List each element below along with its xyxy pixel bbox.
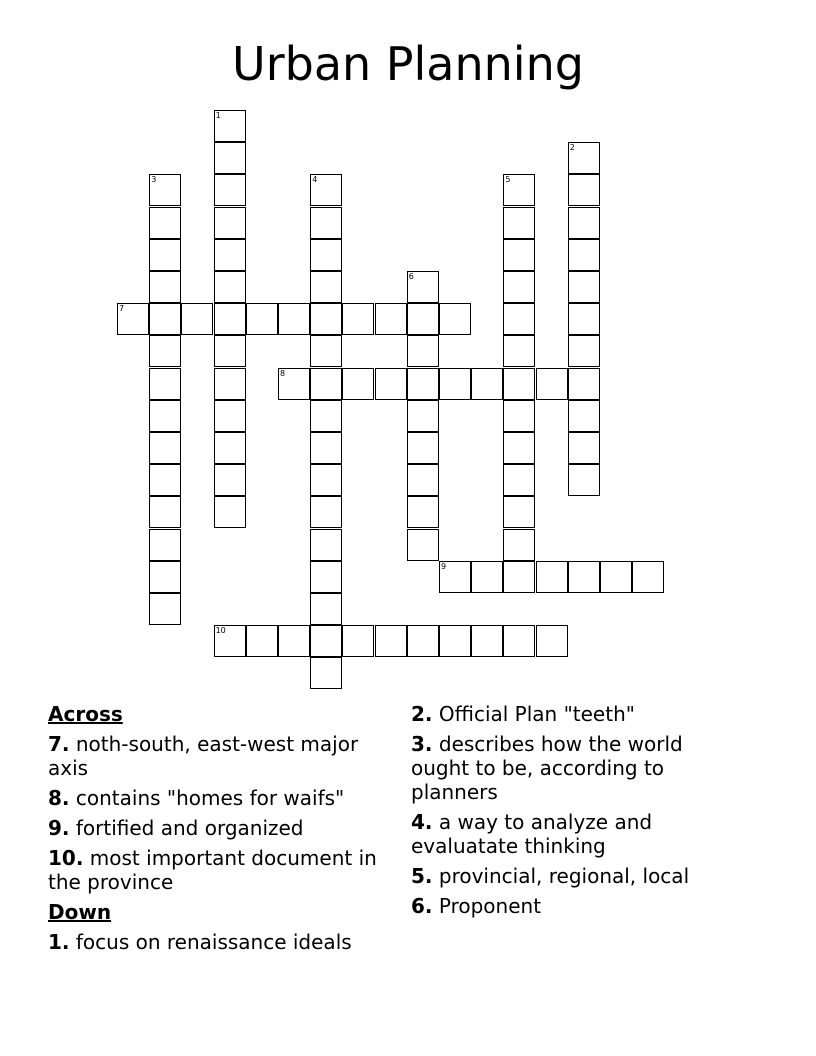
grid-cell[interactable] xyxy=(503,303,535,335)
cell-number: 5 xyxy=(505,175,511,185)
clue-down-1 xyxy=(48,930,388,954)
grid-cell[interactable] xyxy=(214,271,246,303)
grid-cell[interactable] xyxy=(503,335,535,367)
grid-cell[interactable] xyxy=(503,625,535,657)
grid-cell[interactable] xyxy=(149,368,181,400)
clue-text: noth-south, east-west major axis xyxy=(48,732,359,780)
clue-text: Official Plan "teeth" xyxy=(438,702,635,726)
clue-number: 3. xyxy=(411,732,433,756)
grid-cell[interactable] xyxy=(278,303,310,335)
clue-text: a way to analyze and evaluatate thinking xyxy=(411,810,653,858)
grid-cell[interactable] xyxy=(568,303,600,335)
grid-cell[interactable] xyxy=(278,368,310,400)
clue-across-10 xyxy=(48,846,388,894)
grid-cell[interactable] xyxy=(536,561,568,593)
grid-cell[interactable] xyxy=(503,464,535,496)
grid-cell[interactable] xyxy=(503,400,535,432)
grid-cell[interactable] xyxy=(310,207,342,239)
grid-cell[interactable] xyxy=(503,207,535,239)
grid-cell[interactable] xyxy=(503,368,535,400)
grid-cell[interactable] xyxy=(632,561,664,593)
grid-cell[interactable] xyxy=(342,303,374,335)
grid-cell[interactable] xyxy=(407,271,439,303)
grid-cell[interactable] xyxy=(149,400,181,432)
cell-number: 7 xyxy=(119,304,125,314)
grid-cell[interactable] xyxy=(117,303,149,335)
grid-cell[interactable] xyxy=(342,368,374,400)
grid-cell[interactable] xyxy=(375,625,407,657)
grid-cell[interactable] xyxy=(214,464,246,496)
clue-down-3 xyxy=(411,732,741,804)
clue-down-4 xyxy=(411,810,741,858)
grid-cell[interactable] xyxy=(568,174,600,206)
cell-number: 6 xyxy=(408,272,414,281)
grid-cell[interactable] xyxy=(214,400,246,432)
clues-left-column xyxy=(48,702,388,960)
grid-cell[interactable] xyxy=(310,432,342,464)
clue-text: provincial, regional, local xyxy=(438,864,690,888)
cell-number: 8 xyxy=(280,368,286,378)
grid-cell[interactable] xyxy=(310,303,342,335)
grid-cell[interactable] xyxy=(149,239,181,271)
grid-cell[interactable] xyxy=(149,496,181,528)
clue-text: describes how the world ought to be, according to planners xyxy=(411,732,683,804)
cell-number: 1 xyxy=(215,111,221,120)
grid-cell[interactable] xyxy=(342,625,374,657)
grid-cell[interactable] xyxy=(214,142,246,174)
puzzle-title: Urban Planning xyxy=(232,37,584,91)
grid-cell[interactable] xyxy=(471,368,503,400)
grid-cell[interactable] xyxy=(214,174,246,206)
grid-cell[interactable] xyxy=(149,561,181,593)
grid-cell[interactable] xyxy=(568,368,600,400)
grid-cell[interactable] xyxy=(310,625,342,657)
grid-cell[interactable] xyxy=(407,625,439,657)
grid-cell[interactable] xyxy=(246,625,278,657)
grid-cell[interactable] xyxy=(214,368,246,400)
clue-text: fortified and organized xyxy=(75,816,304,840)
grid-cell[interactable] xyxy=(149,207,181,239)
clue-number: 9. xyxy=(48,816,70,840)
grid-cell[interactable] xyxy=(310,335,342,367)
grid-cell[interactable] xyxy=(439,303,471,335)
grid-cell[interactable] xyxy=(310,174,342,206)
grid-cell[interactable] xyxy=(568,142,600,174)
clues-right-column xyxy=(411,702,741,924)
grid-cell[interactable] xyxy=(214,432,246,464)
grid-cell[interactable] xyxy=(503,496,535,528)
grid-cell[interactable] xyxy=(310,271,342,303)
grid-cell[interactable] xyxy=(568,432,600,464)
grid-cell[interactable] xyxy=(503,239,535,271)
grid-cell[interactable] xyxy=(568,335,600,367)
cell-number: 3 xyxy=(151,175,157,185)
clue-down-5 xyxy=(411,864,741,888)
cell-number: 4 xyxy=(312,175,318,185)
grid-cell[interactable] xyxy=(568,400,600,432)
grid-cell[interactable] xyxy=(149,529,181,561)
grid-cell[interactable] xyxy=(439,368,471,400)
grid-cell[interactable] xyxy=(503,174,535,206)
grid-cell[interactable] xyxy=(375,368,407,400)
grid-cell[interactable] xyxy=(503,432,535,464)
grid-cell[interactable] xyxy=(310,496,342,528)
grid-cell[interactable] xyxy=(278,625,310,657)
grid-cell[interactable] xyxy=(149,174,181,206)
grid-cell[interactable] xyxy=(246,303,278,335)
grid-cell[interactable] xyxy=(149,593,181,625)
grid-cell[interactable] xyxy=(214,239,246,271)
grid-cell[interactable] xyxy=(149,464,181,496)
grid-cell[interactable] xyxy=(600,561,632,593)
grid-cell[interactable] xyxy=(407,335,439,367)
clue-down-2 xyxy=(411,702,741,726)
across-heading: Across xyxy=(48,702,123,726)
grid-cell[interactable] xyxy=(439,625,471,657)
grid-cell[interactable] xyxy=(149,432,181,464)
grid-cell[interactable] xyxy=(568,239,600,271)
clue-number: 5. xyxy=(411,864,433,888)
clue-number: 2. xyxy=(411,702,433,726)
grid-cell[interactable] xyxy=(310,529,342,561)
grid-cell[interactable] xyxy=(181,303,213,335)
grid-cell[interactable] xyxy=(149,335,181,367)
grid-cell[interactable] xyxy=(407,464,439,496)
grid-cell[interactable] xyxy=(503,561,535,593)
cell-number: 9 xyxy=(441,561,447,571)
grid-cell[interactable] xyxy=(503,271,535,303)
grid-cell[interactable] xyxy=(568,271,600,303)
grid-cell[interactable] xyxy=(214,335,246,367)
clue-number: 10. xyxy=(48,846,84,870)
grid-cell[interactable] xyxy=(214,110,246,142)
grid-cell[interactable] xyxy=(310,593,342,625)
grid-cell[interactable] xyxy=(439,561,471,593)
grid-cell[interactable] xyxy=(214,496,246,528)
cell-number: 10 xyxy=(215,626,226,636)
grid-cell[interactable] xyxy=(536,368,568,400)
grid-cell[interactable] xyxy=(310,464,342,496)
grid-cell[interactable] xyxy=(149,303,181,335)
grid-cell[interactable] xyxy=(471,625,503,657)
clue-number: 4. xyxy=(411,810,433,834)
clue-text: most important document in the province xyxy=(48,846,377,894)
grid-cell[interactable] xyxy=(375,303,407,335)
cell-number: 2 xyxy=(569,143,575,153)
grid-cell[interactable] xyxy=(407,368,439,400)
clue-text: contains "homes for waifs" xyxy=(75,786,345,810)
grid-cell[interactable] xyxy=(407,529,439,561)
grid-cell[interactable] xyxy=(407,400,439,432)
clue-number: 6. xyxy=(411,894,433,918)
grid-cell[interactable] xyxy=(214,207,246,239)
grid-cell[interactable] xyxy=(407,303,439,335)
grid-cell[interactable] xyxy=(214,303,246,335)
grid-cell[interactable] xyxy=(407,496,439,528)
grid-cell[interactable] xyxy=(568,464,600,496)
grid-cell[interactable] xyxy=(310,368,342,400)
clue-across-7 xyxy=(48,732,388,780)
grid-cell[interactable] xyxy=(568,561,600,593)
clue-number: 7. xyxy=(48,732,70,756)
clue-number: 8. xyxy=(48,786,70,810)
grid-cell[interactable] xyxy=(310,657,342,689)
grid-cell[interactable] xyxy=(310,239,342,271)
grid-cell[interactable] xyxy=(503,529,535,561)
grid-cell[interactable] xyxy=(149,271,181,303)
grid-cell[interactable] xyxy=(471,561,503,593)
clue-text: Proponent xyxy=(438,894,542,918)
clue-number: 1. xyxy=(48,930,70,954)
down-heading: Down xyxy=(48,900,112,924)
grid-cell[interactable] xyxy=(568,207,600,239)
grid-cell[interactable] xyxy=(310,561,342,593)
clue-across-8 xyxy=(48,786,388,810)
clue-down-6 xyxy=(411,894,741,918)
grid-cell[interactable] xyxy=(310,400,342,432)
grid-cell[interactable] xyxy=(407,432,439,464)
clue-text: focus on renaissance ideals xyxy=(75,930,352,954)
clue-across-9 xyxy=(48,816,388,840)
grid-cell[interactable] xyxy=(214,625,246,657)
grid-cell[interactable] xyxy=(536,625,568,657)
